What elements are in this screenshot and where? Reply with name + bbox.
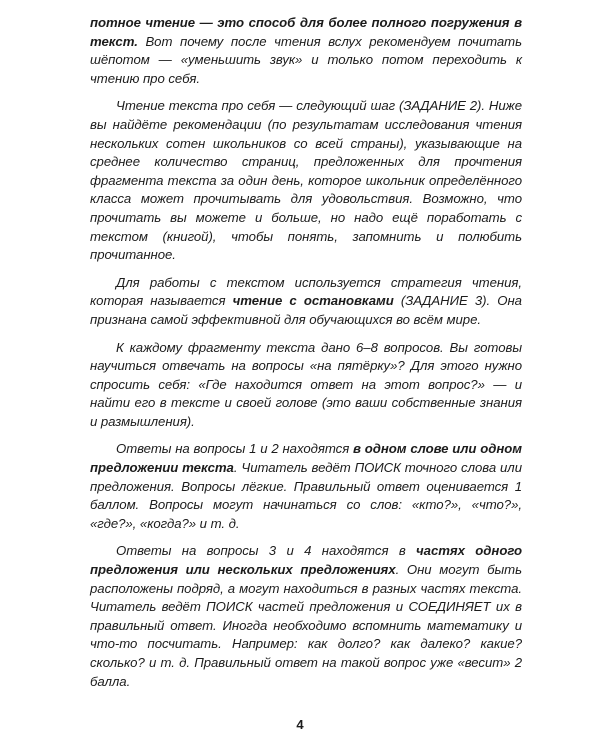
text-span: . Читатель ведёт ПОИСК точного слова или предложения. Вопросы лёгкие. Правильный ответ оценивается 1 баллом. Вопросы могут начинаться со слов: «кто?», «что?», «где?», «когда?» и т. д. <box>90 460 522 531</box>
paragraph-3 <box>90 274 522 330</box>
text-span: Ответы на вопросы 1 и 2 находятся <box>116 441 354 457</box>
paragraph-5 <box>90 440 522 533</box>
text-span: Вот почему после чтения вслух рекомендуем почитать шёпотом — «уменьшить звук» и только потом переходить к чтению про себя. <box>90 33 522 86</box>
text-span: Чтение текста про себя — следующий шаг (ЗАДАНИЕ 2). Ниже вы найдёте рекомендации (по результатам исследования чтения нескольких сотен школьников со всей страны), указывающие на среднее количество страниц, предложенных для прочтения фрагмента текста за один день, которое школьник определённого класса может прочитывать для удовольствия. Возможно, что прочитать вы можете и больше, но надо ещё поработать с текстом (книгой), чтобы понять, запомнить и полюбить прочитанное. <box>90 98 522 263</box>
paragraph-1 <box>90 14 522 88</box>
bold-span: потное чтение — это способ для более полного погружения в текст. <box>90 15 522 49</box>
page-text <box>90 14 522 700</box>
text-span: К каждому фрагменту текста дано 6–8 вопросов. Вы готовы научиться отвечать на вопросы «на пятёрку»? Для этого нужно спросить себя: «Где находится ответ на этот вопрос?» — и найти его в тексте и своей голове (это ваши собственные знания и размышления). <box>90 339 522 429</box>
paragraph-4 <box>90 339 522 432</box>
text-span: (ЗАДАНИЕ 3). Она признана самой эффективной для обучающихся во всём мире. <box>90 293 522 327</box>
text-span: Для работы с текстом используется стратегия чтения, которая называется <box>90 274 522 309</box>
page-number: 4 <box>296 717 304 732</box>
bold-span: чтение с остановками <box>232 293 394 309</box>
bold-span: в одном слове или одном предложении текста <box>90 441 522 476</box>
paragraph-2 <box>90 97 522 264</box>
text-span: Ответы на вопросы 3 и 4 находятся в <box>116 543 417 559</box>
paragraph-6 <box>90 542 522 691</box>
bold-span: частях одного предложения или нескольких предложениях <box>90 543 522 578</box>
text-span: . Они могут быть расположены подряд, а могут находиться в разных частях текста. Читатель ведёт ПОИСК частей предложения и СОЕДИНЯЕТ их в правильный ответ. Иногда необходимо вспомнить математику и что-то посчитать. Например: как долго? как далеко? какие? сколько? и т. д. Правильный ответ на такой вопрос уже «весит» 2 балла. <box>90 562 522 689</box>
